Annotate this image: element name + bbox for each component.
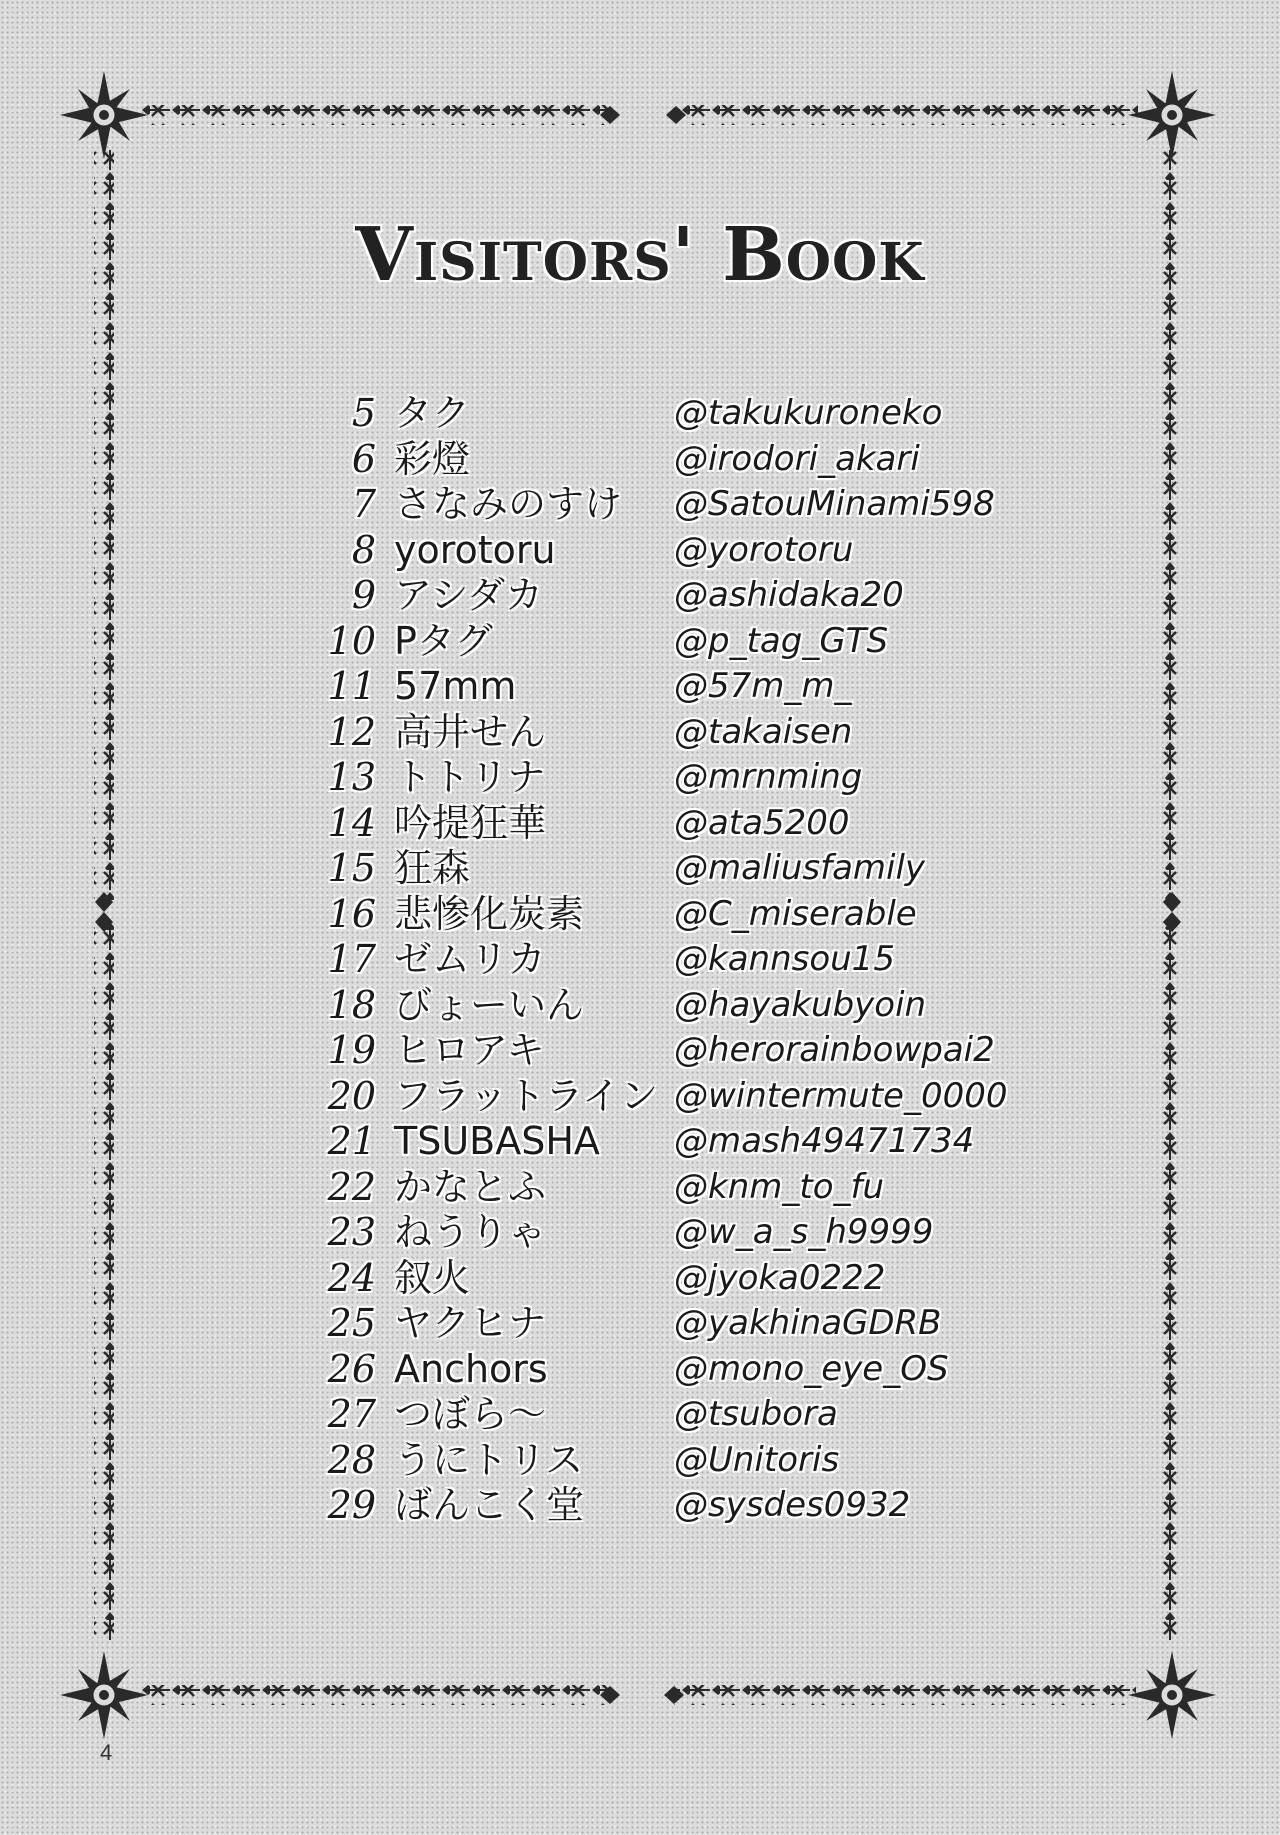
visitor-number: 6 <box>351 436 376 481</box>
visitor-handle: @jyoka0222 <box>674 1257 886 1298</box>
visitor-number: 17 <box>327 937 376 981</box>
visitor-number: 7 <box>351 482 376 526</box>
visitor-name: タク <box>394 391 471 435</box>
visitor-name: さなみのすけ <box>394 482 623 526</box>
page-number: 4 <box>100 1740 113 1765</box>
visitor-handle: @wintermute_0000 <box>674 1075 1008 1116</box>
visitor-row <box>0 436 1280 482</box>
visitor-number: 14 <box>327 800 376 845</box>
visitor-handle: @tsubora <box>674 1394 838 1434</box>
visitor-row <box>0 1209 1280 1255</box>
visitor-number: 9 <box>351 573 376 617</box>
visitor-row <box>0 481 1280 527</box>
visitor-row <box>0 1346 1280 1392</box>
visitor-handle: @herorainbowpai2 <box>674 1030 995 1070</box>
visitor-number: 20 <box>327 1073 376 1118</box>
visitor-number: 24 <box>327 1255 376 1300</box>
visitor-name: アシダカ <box>394 573 543 617</box>
visitor-handle: @57m_m_ <box>674 666 852 706</box>
visitor-row <box>0 754 1280 800</box>
visitor-name: 彩燈 <box>394 436 471 481</box>
visitor-name: yorotoru <box>394 527 556 572</box>
visitor-handle: @mrnming <box>674 757 863 797</box>
visitor-handle: @ashidaka20 <box>674 575 904 615</box>
visitor-name: TSUBASHA <box>394 1119 600 1163</box>
visitor-name: Anchors <box>394 1346 548 1391</box>
visitor-handle: @w_a_s_h9999 <box>674 1212 934 1252</box>
visitor-number: 27 <box>327 1392 376 1436</box>
visitor-handle: @C_miserable <box>674 893 917 934</box>
visitor-name: かなとふ <box>394 1164 547 1209</box>
visitor-number: 13 <box>327 755 376 799</box>
visitor-number: 15 <box>327 846 376 890</box>
visitor-name: ねうりゃ <box>394 1210 547 1254</box>
visitor-name: フラットライン <box>394 1073 659 1118</box>
visitor-name: 高井せん <box>394 709 547 754</box>
visitor-number: 11 <box>327 664 376 708</box>
visitor-number: 23 <box>327 1210 376 1254</box>
visitor-name: びょーいん <box>394 982 585 1027</box>
visitor-name: うにトリス <box>394 1437 584 1482</box>
visitor-number: 28 <box>327 1437 376 1482</box>
visitor-handle: @takaisen <box>674 711 853 752</box>
visitor-number: 16 <box>327 891 376 936</box>
visitor-row <box>0 527 1280 573</box>
visitor-name: 悲惨化炭素 <box>394 891 585 936</box>
visitor-row <box>0 709 1280 755</box>
visitor-row <box>0 1391 1280 1437</box>
visitor-name: ばんこく堂 <box>394 1483 585 1527</box>
visitor-handle: @takukuroneko <box>674 393 943 433</box>
visitor-name: トトリナ <box>394 755 546 799</box>
visitor-row <box>0 572 1280 618</box>
visitor-handle: @sysdes0932 <box>674 1485 911 1525</box>
visitor-name: 57mm <box>394 664 517 708</box>
visitor-number: 22 <box>327 1164 376 1209</box>
visitor-handle: @p_tag_GTS <box>674 620 889 661</box>
visitor-row <box>0 618 1280 664</box>
visitor-number: 19 <box>327 1028 376 1072</box>
visitor-row <box>0 1300 1280 1346</box>
visitor-row <box>0 390 1280 436</box>
visitor-row <box>0 1073 1280 1119</box>
visitor-number: 10 <box>327 618 376 663</box>
visitor-handle: @mono_eye_OS <box>674 1348 949 1389</box>
visitor-name: Pタグ <box>394 618 493 663</box>
visitor-number: 5 <box>351 391 376 435</box>
page-title: Visitors' Book <box>355 212 925 298</box>
visitor-row <box>0 891 1280 937</box>
visitor-name: ヒロアキ <box>394 1028 545 1072</box>
visitor-row <box>0 800 1280 846</box>
visitor-row <box>0 1482 1280 1528</box>
visitor-number: 18 <box>327 982 376 1027</box>
visitor-row <box>0 845 1280 891</box>
visitor-name: 叙火 <box>394 1255 471 1300</box>
visitor-handle: @knm_to_fu <box>674 1166 885 1207</box>
visitor-handle: @mash49471734 <box>674 1121 975 1161</box>
visitor-handle: @maliusfamily <box>674 848 926 888</box>
visitor-row <box>0 663 1280 709</box>
visitor-row <box>0 1164 1280 1210</box>
visitor-handle: @irodori_akari <box>674 438 920 479</box>
visitor-name: ゼムリカ <box>394 937 546 981</box>
visitor-row <box>0 1255 1280 1301</box>
visitor-handle: @ata5200 <box>674 802 850 843</box>
visitor-name: ヤクヒナ <box>394 1301 547 1345</box>
visitor-row <box>0 982 1280 1028</box>
visitor-handle: @kannsou15 <box>674 939 895 979</box>
visitor-row <box>0 1118 1280 1164</box>
visitor-handle: @yakhinaGDRB <box>674 1303 942 1343</box>
visitor-name: 狂森 <box>394 846 471 890</box>
visitor-row <box>0 1027 1280 1073</box>
visitor-name: 吟提狂華 <box>394 800 547 845</box>
visitor-number: 29 <box>327 1483 376 1527</box>
visitor-row <box>0 936 1280 982</box>
visitor-number: 8 <box>351 527 376 572</box>
visitor-number: 21 <box>327 1119 376 1163</box>
visitor-handle: @Unitoris <box>674 1439 840 1480</box>
visitor-row <box>0 1437 1280 1483</box>
visitor-number: 12 <box>327 709 376 754</box>
visitor-handle: @SatouMinami598 <box>674 484 995 524</box>
visitor-name: つぼら～ <box>394 1392 547 1436</box>
visitor-number: 26 <box>327 1346 376 1391</box>
visitor-handle: @hayakubyoin <box>674 984 927 1025</box>
visitor-handle: @yorotoru <box>674 529 854 570</box>
visitor-number: 25 <box>327 1301 376 1345</box>
